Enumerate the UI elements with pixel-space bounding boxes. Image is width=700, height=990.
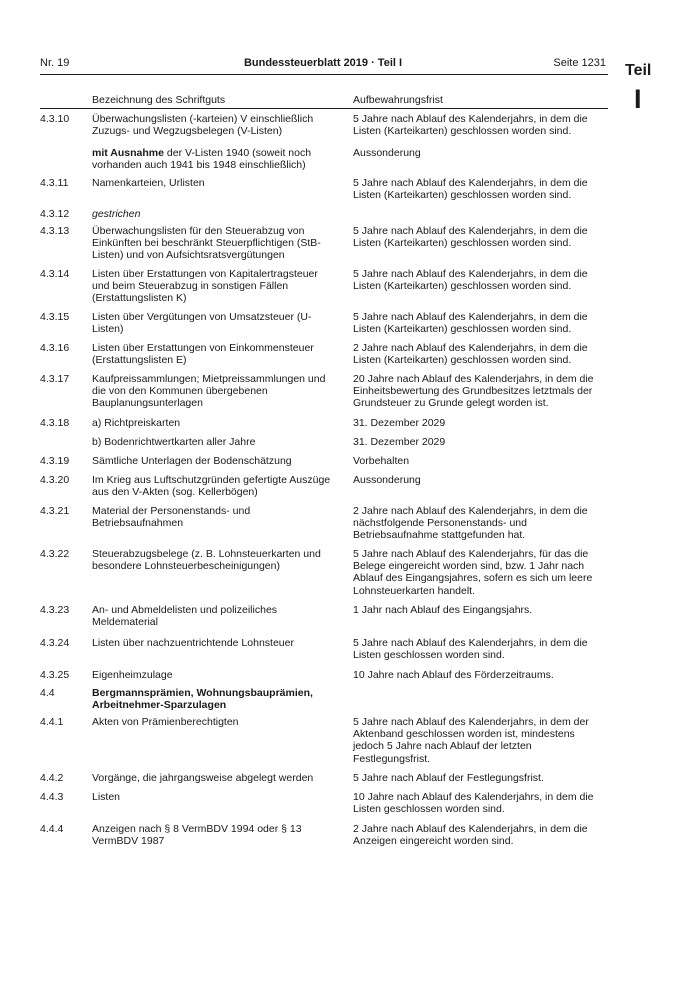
row-number: 4.3.20 xyxy=(40,474,70,486)
row-description: Anzeigen nach § 8 VermBDV 1994 oder § 13 VermBDV 1987 xyxy=(92,823,302,848)
row-description: gestrichen xyxy=(92,208,141,220)
row-retention: 2 Jahre nach Ablauf des Kalenderjahrs, in dem die Anzeigen eingereicht worden sind. xyxy=(353,823,588,848)
row-retention: 20 Jahre nach Ablauf des Kalenderjahrs, in dem die Einheitsbewertung des Grundbesitzes letztmals der Grundsteuer zu Grunde gelegt worden ist. xyxy=(353,373,594,410)
row-description: An- und Abmeldelisten und polizeiliches Meldematerial xyxy=(92,604,278,629)
row-description: Material der Personenstands- und Betriebsaufnahmen xyxy=(92,505,251,530)
row-number: 4.3.12 xyxy=(40,208,70,220)
page-number: Seite 1231 xyxy=(553,57,606,69)
row-number: 4.3.10 xyxy=(40,113,70,125)
row-retention: 31. Dezember 2029 xyxy=(353,436,446,448)
row-description: Im Krieg aus Luftschutzgründen gefertigte Auszüge aus den V-Akten (sog. Kellerbögen) xyxy=(92,474,331,499)
row-number: 4.3.14 xyxy=(40,268,70,280)
row-number: 4.4.1 xyxy=(40,716,64,728)
row-description: Eigenheimzulage xyxy=(92,669,173,681)
row-description: Überwachungslisten für den Steuerabzug von Einkünften bei beschränkt Steuerpflichtigen (StB-Listen) und von Aufsichtsratsvergütungen xyxy=(92,225,321,262)
row-number: 4.3.21 xyxy=(40,505,70,517)
row-number: 4.3.16 xyxy=(40,342,70,354)
column-header-retention: Aufbewahrungsfrist xyxy=(353,94,443,106)
part-numeral: I xyxy=(634,84,642,114)
row-retention: Aussonderung xyxy=(353,147,421,159)
exception-label: mit Ausnahme xyxy=(92,147,164,159)
row-number: 4.3.15 xyxy=(40,311,70,323)
row-retention: 5 Jahre nach Ablauf des Kalenderjahrs, in dem der Aktenband geschlossen worden ist, mindestens jedoch 5 Jahre nach Ablauf der letzten Festlegungsfrist. xyxy=(353,716,589,765)
row-description: Namenkarteien, Urlisten xyxy=(92,177,205,189)
row-number: 4.3.19 xyxy=(40,455,70,467)
row-description: Listen über nachzuentrichtende Lohnsteuer xyxy=(92,637,294,649)
row-number: 4.3.22 xyxy=(40,548,70,560)
row-description: Vorgänge, die jahrgangsweise abgelegt werden xyxy=(92,772,314,784)
row-retention: 5 Jahre nach Ablauf der Festlegungsfrist. xyxy=(353,772,544,784)
journal-title: Bundessteuerblatt 2019 · Teil I xyxy=(243,57,403,69)
row-retention: 5 Jahre nach Ablauf des Kalenderjahrs, in dem die Listen (Karteikarten) geschlossen worden sind. xyxy=(353,268,588,293)
row-number: 4.3.23 xyxy=(40,604,70,616)
column-header-rule xyxy=(40,108,608,109)
row-retention: 5 Jahre nach Ablauf des Kalenderjahrs, für das die Belege eingereicht worden sind, bzw. 1 Jahr nach Ablauf des Eingangsjahres, sofern es sich um leere Lohnsteuerkarten handelt. xyxy=(353,548,593,597)
row-number: 4.3.17 xyxy=(40,373,70,385)
row-description: Akten von Prämienberechtigten xyxy=(92,716,239,728)
row-retention: 5 Jahre nach Ablauf des Kalenderjahrs, in dem die Listen (Karteikarten) geschlossen worden sind. xyxy=(353,177,588,202)
row-number: 4.4.3 xyxy=(40,791,64,803)
row-retention: 2 Jahre nach Ablauf des Kalenderjahrs, in dem die Listen (Karteikarten) geschlossen worden sind. xyxy=(353,342,588,367)
row-number: 4.3.13 xyxy=(40,225,70,237)
row-retention: Vorbehalten xyxy=(353,455,410,467)
row-description: a) Richtpreiskarten xyxy=(92,417,181,429)
row-description xyxy=(92,147,334,171)
issue-number: Nr. 19 xyxy=(40,57,70,69)
header-rule xyxy=(40,74,608,75)
row-number: 4.3.24 xyxy=(40,637,70,649)
row-retention: 5 Jahre nach Ablauf des Kalenderjahrs, in dem die Listen (Karteikarten) geschlossen worden sind. xyxy=(353,311,588,336)
part-label: Teil xyxy=(625,62,652,79)
row-description: Listen über Vergütungen von Umsatzsteuer (U-Listen) xyxy=(92,311,312,336)
row-retention: 5 Jahre nach Ablauf des Kalenderjahrs, in dem die Listen (Karteikarten) geschlossen worden sind. xyxy=(353,113,588,138)
row-retention: 5 Jahre nach Ablauf des Kalenderjahrs, in dem die Listen (Karteikarten) geschlossen worden sind. xyxy=(353,225,588,250)
page-header xyxy=(40,57,606,73)
row-description: Kaufpreissammlungen; Mietpreissammlungen und die von den Kommunen übergebenen Bauplanungsunterlagen xyxy=(92,373,326,410)
row-number: 4.3.25 xyxy=(40,669,70,681)
row-description: Sämtliche Unterlagen der Bodenschätzung xyxy=(92,455,292,467)
row-number: 4.3.11 xyxy=(40,177,69,189)
exception-text: der V-Listen 1940 (soweit noch vorhanden auch 1941 bis 1948 einschließlich) xyxy=(92,147,312,172)
row-number: 4.4.4 xyxy=(40,823,64,835)
row-retention: 2 Jahre nach Ablauf des Kalenderjahrs, in dem die nächstfolgende Personenstands- und Betriebsaufnahme stattgefunden hat. xyxy=(353,505,588,542)
row-retention: 10 Jahre nach Ablauf des Förderzeitraums. xyxy=(353,669,554,681)
row-description: Listen über Erstattungen von Kapitalertragsteuer und beim Steuerabzug in sonstigen Fällen (Erstattungslisten K) xyxy=(92,268,318,305)
section-title: Bergmannsprämien, Wohnungsbauprämien, Arbeitnehmer-Sparzulagen xyxy=(92,687,313,712)
row-retention: 5 Jahre nach Ablauf des Kalenderjahrs, in dem die Listen geschlossen worden sind. xyxy=(353,637,588,662)
column-header-description: Bezeichnung des Schriftguts xyxy=(92,94,226,106)
section-number: 4.4 xyxy=(40,687,55,699)
row-retention: 10 Jahre nach Ablauf des Kalenderjahrs, in dem die Listen geschlossen worden sind. xyxy=(353,791,594,816)
row-retention: Aussonderung xyxy=(353,474,421,486)
row-retention: 31. Dezember 2029 xyxy=(353,417,446,429)
row-retention: 1 Jahr nach Ablauf des Eingangsjahrs. xyxy=(353,604,533,616)
row-description: Listen xyxy=(92,791,121,803)
row-description: Listen über Erstattungen von Einkommensteuer (Erstattungslisten E) xyxy=(92,342,314,367)
row-description: b) Bodenrichtwertkarten aller Jahre xyxy=(92,436,256,448)
row-number: 4.4.2 xyxy=(40,772,64,784)
row-number: 4.3.18 xyxy=(40,417,70,429)
row-description: Überwachungslisten (-karteien) V einschließlich Zuzugs- und Wegzugsbelegen (V-Listen) xyxy=(92,113,314,138)
row-description: Steuerabzugsbelege (z. B. Lohnsteuerkarten und besondere Lohnsteuerbescheinigungen) xyxy=(92,548,321,573)
